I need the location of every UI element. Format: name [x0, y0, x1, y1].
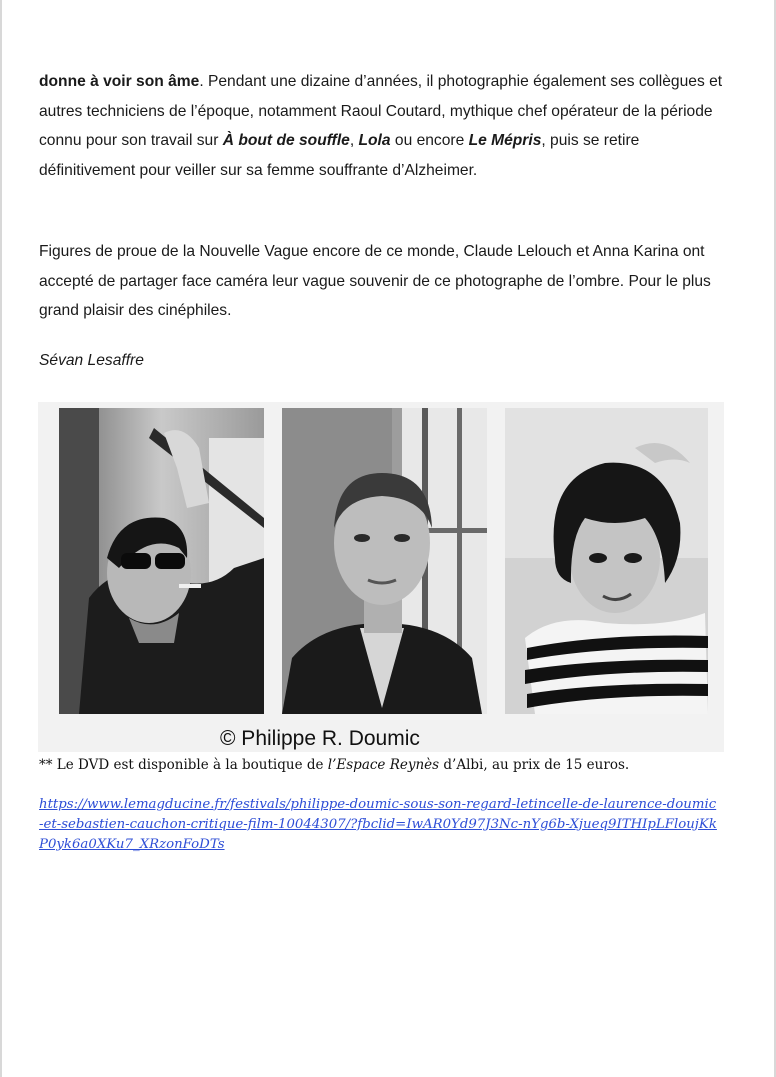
paragraph-1-text-c: , puis se retire définitivement pour veiller sur sa femme souffrante d’Alzheimer. [39, 132, 640, 180]
footnote [39, 757, 629, 773]
paragraph-2: Figures de proue de la Nouvelle Vague encore de ce monde, Claude Lelouch et Anna Karina ont accepté de partager face caméra leur vague souvenir de ce photographe de l’ombre. Pour le plus grand plaisir des cinéphiles. [39, 243, 711, 320]
photo-credit: © Philippe R. Doumic [220, 727, 420, 750]
footnote-after: d’Albi, au prix de 15 euros. [439, 757, 630, 773]
footnote-before: ** Le DVD est disponible à la boutique de [39, 757, 328, 773]
paragraph-1-text-a: . Pendant une dizaine d’années, il photographie également ses collègues et autres techniciens de l’époque, notamment Raoul Coutard, mythique chef opérateur de la période connu pour son travail sur [39, 73, 723, 150]
paragraph-1 [39, 67, 739, 186]
author-signature: Sévan Lesaffre [39, 352, 144, 369]
separator: , [349, 132, 359, 150]
paragraph-1-text-b: ou encore [390, 132, 469, 150]
portrait-photo-3 [505, 408, 708, 714]
article-link[interactable]: https://www.lemagducine.fr/festivals/philippe-doumic-sous-son-regard-letincelle-de-laurence-doumic-et-sebastien-cauchon-critique-film-10044307/?fbclid=IwAR0Yd97J3Nc-nYg6b-Xjueq9ITHIpLFloujKkP0yk6a0XKu7_XRzonFoDTs [39, 797, 717, 852]
film-title-a-bout-de-souffle: À bout de souffle [222, 132, 350, 150]
film-title-lola: Lola [358, 132, 391, 150]
photo-strip [38, 402, 724, 752]
portrait-photo-1 [59, 408, 264, 714]
page-edge-left [0, 0, 2, 1077]
portrait-photo-2 [282, 408, 487, 714]
film-title-le-mepris: Le Mépris [468, 132, 542, 150]
bold-phrase: donne à voir son âme [39, 73, 200, 90]
footnote-venue: l’Espace Reynès [327, 757, 440, 773]
